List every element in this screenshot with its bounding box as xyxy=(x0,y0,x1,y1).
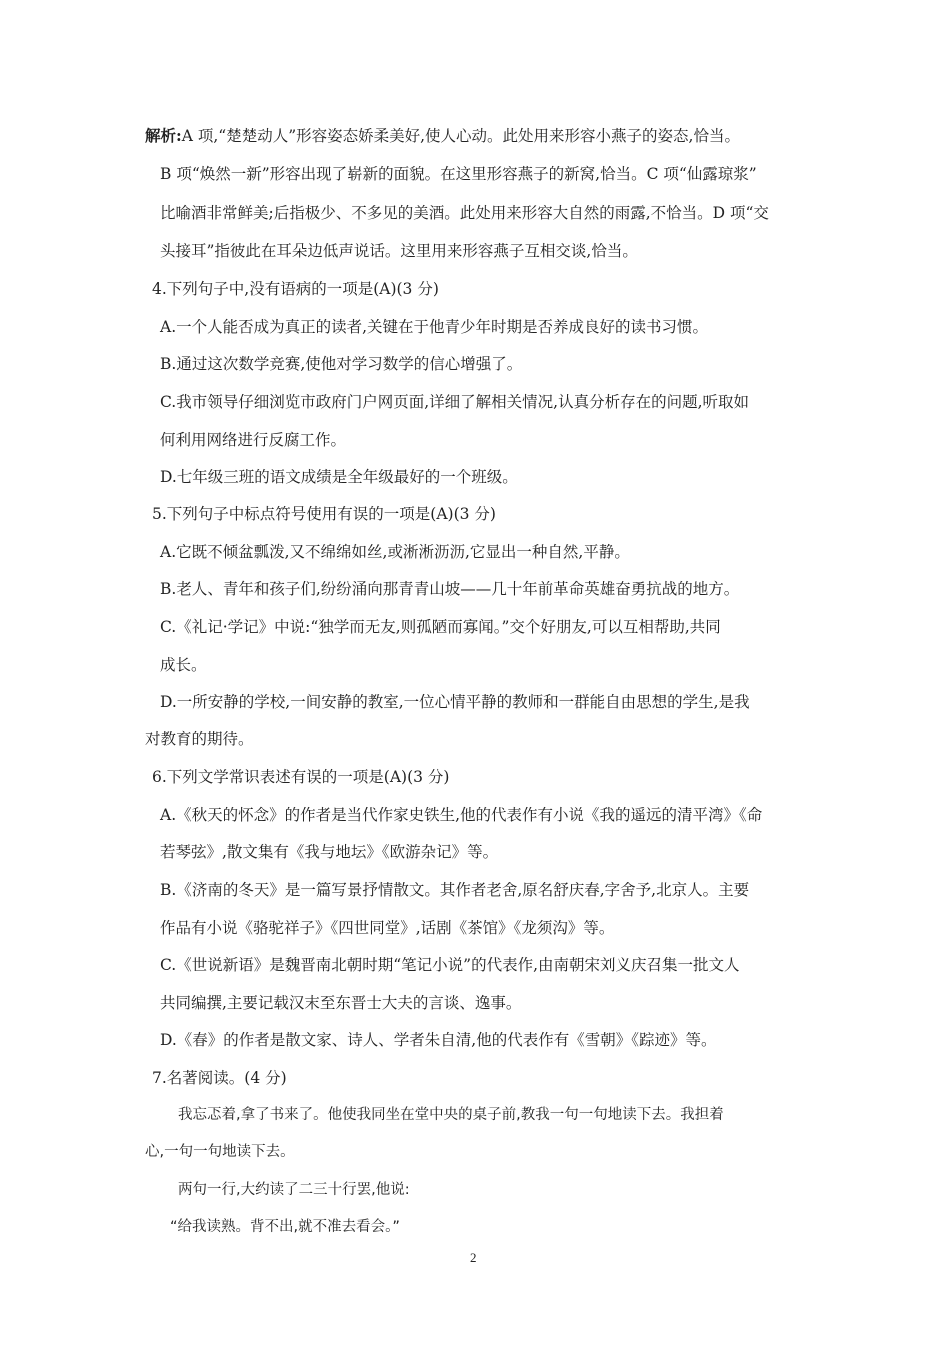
q7-stem: 7.名著阅读。(4 分) xyxy=(152,1069,287,1087)
analysis-text-1: A 项,“楚楚动人”形容姿态娇柔美好,使人心动。此处用来形容小燕子的姿态,恰当。 xyxy=(181,127,740,145)
q4-option-c-line-2: 何利用网络进行反腐工作。 xyxy=(160,431,347,449)
q4-option-c-line-1: C.我市领导仔细浏览市政府门户网页面,详细了解相关情况,认真分析存在的问题,听取如 xyxy=(160,393,750,411)
q5-stem: 5.下列句子中标点符号使用有误的一项是(A)(3 分) xyxy=(152,505,496,523)
q6-option-c-line-2: 共同编撰,主要记载汉末至东晋士大夫的言谈、逸事。 xyxy=(160,994,522,1012)
analysis-line-1 xyxy=(145,126,740,146)
q6-option-c-line-1: C.《世说新语》是魏晋南北朝时期“笔记小说”的代表作,由南朝宋刘义庆召集一批文人 xyxy=(160,956,740,974)
q4-option-a: A.一个人能否成为真正的读者,关键在于他青少年时期是否养成良好的读书习惯。 xyxy=(160,318,709,336)
q4-stem: 4.下列句子中,没有语病的一项是(A)(3 分) xyxy=(152,280,439,298)
q6-stem: 6.下列文学常识表述有误的一项是(A)(3 分) xyxy=(152,768,450,786)
q5-option-d-line-1: D.一所安静的学校,一间安静的教室,一位心情平静的教师和一群能自由思想的学生,是我 xyxy=(160,693,750,711)
q6-option-a-line-1: A.《秋天的怀念》的作者是当代作家史铁生,他的代表作有小说《我的遥远的清平湾》《命 xyxy=(160,806,763,824)
q7-passage-p2: 两句一行,大约读了二三十行罢,他说: xyxy=(178,1182,410,1198)
q7-passage-p3: “给我读熟。背不出,就不准去看会。” xyxy=(170,1219,400,1235)
q5-option-b: B.老人、青年和孩子们,纷纷涌向那青青山坡——几十年前革命英雄奋勇抗战的地方。 xyxy=(160,580,740,598)
q7-passage-p1-line-1: 我忘忑着,拿了书来了。他使我同坐在堂中央的桌子前,教我一句一句地读下去。我担着 xyxy=(178,1107,724,1123)
analysis-line-4: 头接耳”指彼此在耳朵边低声说话。这里用来形容燕子互相交谈,恰当。 xyxy=(160,242,638,260)
q5-option-a: A.它既不倾盆瓢泼,又不绵绵如丝,或淅淅沥沥,它显出一种自然,平静。 xyxy=(160,543,630,561)
page-number: 2 xyxy=(470,1250,477,1265)
q5-option-c-line-1: C.《礼记·学记》中说:“独学而无友,则孤陋而寡闻。”交个好朋友,可以互相帮助,共同 xyxy=(160,618,721,636)
analysis-line-3: 比喻酒非常鲜美;后指极少、不多见的美酒。此处用来形容大自然的雨露,不恰当。D 项“交 xyxy=(160,204,769,222)
q6-option-a-line-2: 若琴弦》,散文集有《我与地坛》《欧游杂记》等。 xyxy=(160,843,499,861)
q4-option-b: B.通过这次数学竞赛,使他对学习数学的信心增强了。 xyxy=(160,355,523,373)
analysis-label: 解析: xyxy=(145,126,182,145)
q6-option-b-line-2: 作品有小说《骆驼祥子》《四世同堂》,话剧《茶馆》《龙须沟》等。 xyxy=(160,919,615,937)
q5-option-d-line-2: 对教育的期待。 xyxy=(145,730,254,748)
q6-option-d: D.《春》的作者是散文家、诗人、学者朱自清,他的代表作有《雪朝》《踪迹》等。 xyxy=(160,1031,717,1049)
q4-option-d: D.七年级三班的语文成绩是全年级最好的一个班级。 xyxy=(160,468,518,486)
q5-option-c-line-2: 成长。 xyxy=(160,656,207,674)
q6-option-b-line-1: B.《济南的冬天》是一篇写景抒情散文。其作者老舍,原名舒庆春,字舍予,北京人。主要 xyxy=(160,881,750,899)
q7-passage-p1-line-2: 心,一句一句地读下去。 xyxy=(145,1144,295,1160)
analysis-line-2: B 项“焕然一新”形容出现了崭新的面貌。在这里形容燕子的新窝,恰当。C 项“仙露琼浆” xyxy=(160,165,757,183)
